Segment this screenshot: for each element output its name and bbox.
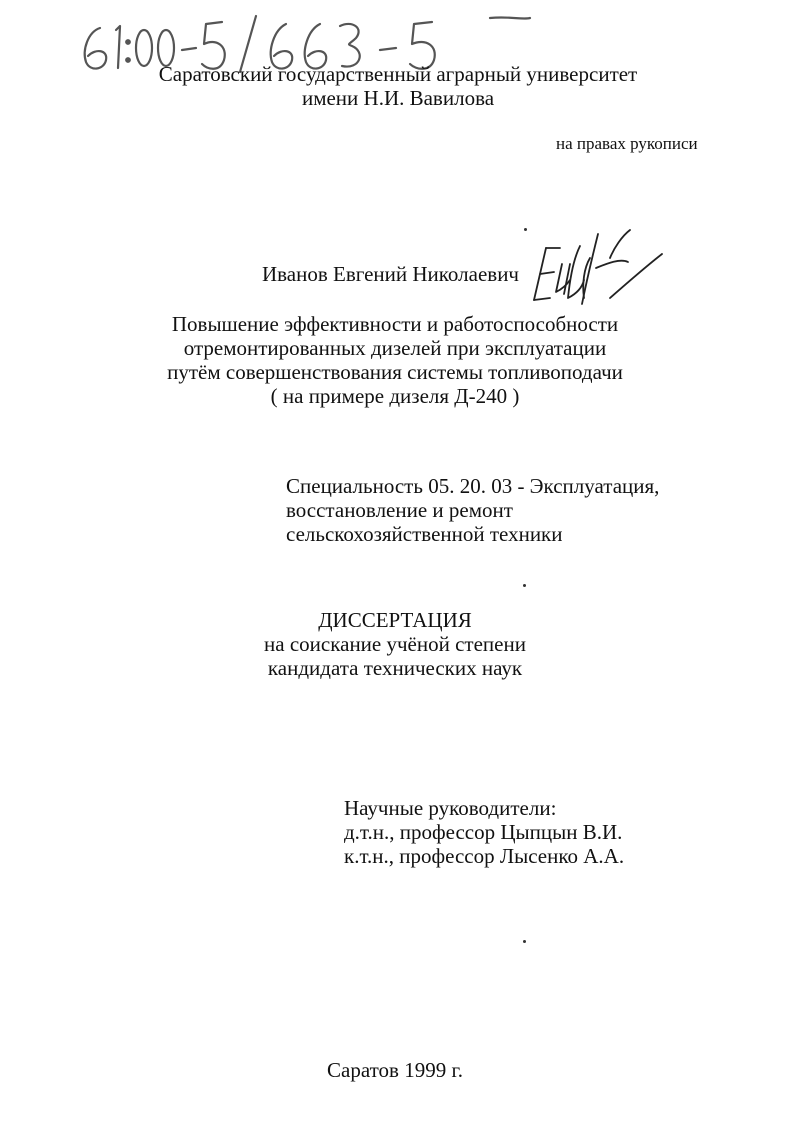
dissertation-title — [80, 312, 710, 408]
supervisors-heading: Научные руководители: — [344, 796, 557, 820]
dissertation-heading: ДИССЕРТАЦИЯ — [318, 608, 472, 632]
dissertation-block — [90, 608, 700, 680]
scan-speck — [523, 584, 526, 587]
specialty-line: восстановление и ремонт — [286, 498, 513, 522]
degree-line: кандидата технических наук — [267, 656, 523, 680]
university-named-after: имени Н.И. Вавилова — [301, 86, 495, 110]
handwritten-code-text: 61:00-5/663-5 — [70, 76, 76, 77]
city-year: Саратов 1999 г. — [327, 1058, 463, 1082]
university-name: Саратовский государственный аграрный университет — [158, 62, 638, 86]
author-signature — [526, 228, 666, 306]
specialty-block — [286, 474, 659, 546]
scan-speck — [524, 228, 527, 231]
degree-line: на соискание учёной степени — [264, 632, 526, 656]
signature-text: Ещ — [526, 305, 528, 306]
manuscript-rights-note: на правах рукописи — [556, 134, 698, 153]
university-header — [78, 62, 718, 110]
title-line: путём совершенствования системы топливоподачи — [167, 360, 623, 384]
supervisors-block — [344, 796, 624, 868]
supervisor-entry: д.т.н., профессор Цыпцын В.И. — [344, 820, 623, 844]
author-name: Иванов Евгений Николаевич — [262, 262, 519, 286]
title-line: ( на примере дизеля Д-240 ) — [270, 384, 520, 408]
title-line: Повышение эффективности и работоспособности — [171, 312, 619, 336]
specialty-line: Специальность 05. 20. 03 - Эксплуатация, — [286, 474, 660, 498]
supervisor-entry: к.т.н., профессор Лысенко А.А. — [344, 844, 625, 868]
scan-speck — [523, 940, 526, 943]
specialty-line: сельскохозяйственной техники — [286, 522, 563, 546]
title-line: отремонтированных дизелей при эксплуатации — [183, 336, 607, 360]
